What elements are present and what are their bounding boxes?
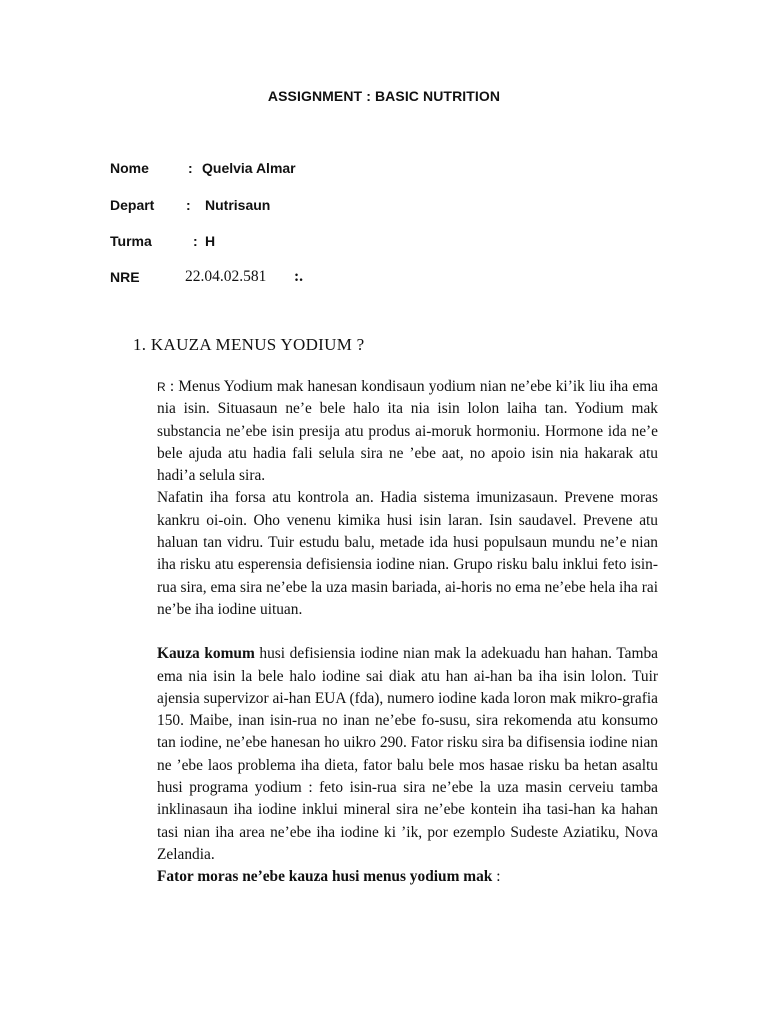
paragraph-3-text: husi defisiensia iodine nian mak la adekuadu han hahan. Tamba ema nia isin la bele halo iodine sai diak atu han ai-han ba iha isin lolon. Tuir ajensia supervizor ai-han EUA (fda), numero iodine kada loron mak mikro-grafia 150. Maibe, inan isin-rua no inan neʼebe fo-susu, sira rekomenda atu konsumo tan iodine, neʼebe hanesan ho uikro 290. Fator risku sira ba difisensia iodine nian ne ʼebe laos problema iha dieta, fator balu bele mos hasae risku ba hetan asaltu husi programa yodium : feto isin-rua sira neʼebe la uza masin cerveiu tamba inklinasaun iha iodine inklui mineral sira neʼebe kontein iha tasi-han ka hahan tasi nian iha area neʼebe iha iodine ki ʼik, por ezemplo Sudeste Aziatiku, Nova Zelandia.: [157, 645, 658, 863]
field-value: Quelvia Almar: [202, 160, 296, 176]
paragraph-4-suffix: :: [492, 868, 501, 886]
field-label: Nome: [110, 160, 149, 176]
paragraph-1-text: : Menus Yodium mak hanesan kondisaun yodium nian neʼebe kiʼik liu iha ema nia isin. Situasaun neʼe bele halo ita nia isin lolon laiha tan. Yodium mak substancia neʼebe isin presija atu produs ai-moruk hormoniu. Hormone ida neʼe bele ajuda atu hadia fali selula sira ne ʼebe aat, no apoio isin nia hakarak atu hadiʼa selula sira.: [157, 378, 658, 485]
field-value: H: [205, 233, 216, 249]
field-value: 22.04.02.581: [185, 268, 267, 285]
field-label: NRE: [110, 269, 140, 285]
paragraph-3: [157, 643, 658, 866]
field-value: Nutrisaun: [205, 197, 271, 213]
field-separator: :: [188, 160, 193, 176]
paragraph-4-bold: Fator moras neʼebe kauza husi menus yodium mak: [157, 868, 493, 886]
field-label: Turma: [110, 233, 152, 249]
section-number: 1.: [133, 335, 147, 354]
answer-marker: R: [157, 380, 166, 394]
field-suffix: :.: [294, 268, 304, 285]
field-separator: :: [186, 197, 191, 213]
paragraph-gap: [157, 621, 658, 643]
field-label: Depart: [110, 197, 155, 213]
paragraph-4: [157, 866, 658, 888]
document-title: ASSIGNMENT : BASIC NUTRITION: [267, 88, 501, 104]
paragraph-2: Nafatin iha forsa atu kontrola an. Hadia sistema imunizasaun. Prevene moras kankru oi-oin. Oho venenu kimika husi isin laran. Isin saudavel. Prevene atu haluan tan vidru. Tuir estudu balu, metade ida husi populsaun mundu neʼe nian iha risku atu esperensia defisiensia iodine nian. Grupo risku balu inklui feto isin-rua sira, ema sira neʼebe la uza masin bariada, ai-horis no ema neʼebe hela iha rai neʼbe iha iodine uituan.: [157, 489, 658, 618]
field-separator: :: [193, 233, 198, 249]
paragraph-1: [157, 376, 658, 487]
section-heading: [133, 335, 365, 355]
paragraph-3-lead: Kauza komum: [157, 645, 255, 663]
section-heading-text: KAUZA MENUS YODIUM ?: [150, 335, 365, 354]
body-text: [157, 376, 658, 889]
